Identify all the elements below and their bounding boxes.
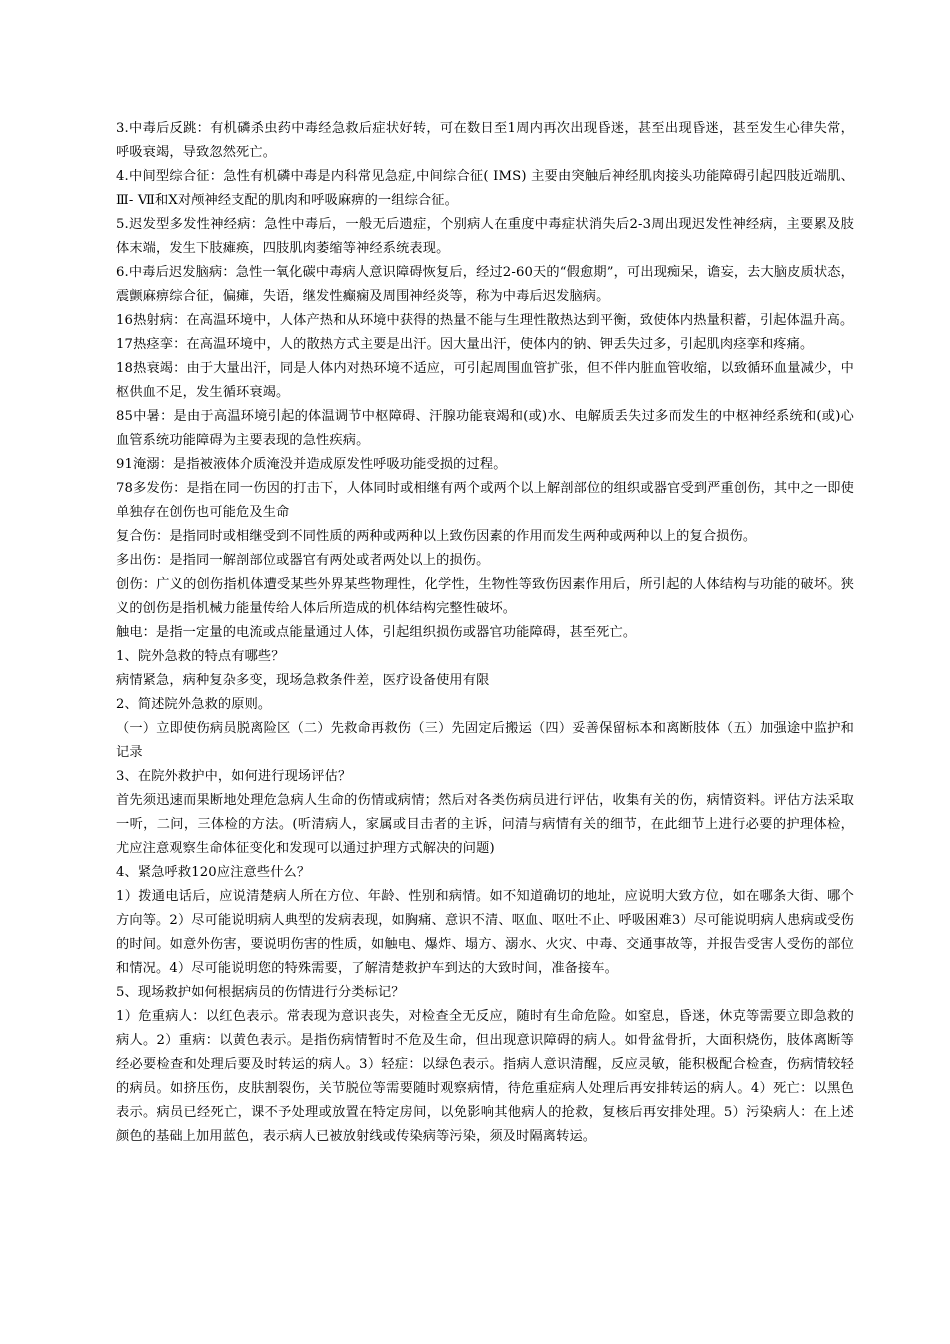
question-4: 4、紧急呼救120应注意些什么？	[116, 865, 311, 880]
paragraph-electric-shock: 触电：是指一定量的电流或点能量通过人体，引起组织损伤或器官功能障碍，甚至死亡。	[116, 625, 637, 640]
paragraph-poisoning-rebound: 3.中毒后反跳：有机磷杀虫药中毒经急救后症状好转，可在数日至1周内再次出现昏迷，甚至出现昏迷，甚至发生心律失常，呼吸衰竭，导致忽然死亡。	[116, 121, 854, 160]
paragraph-delayed-encephalopathy: 6.中毒后迟发脑病：急性一氧化碳中毒病人意识障碍恢复后，经过2-60天的“假愈期”，可出现痴呆，谵妄，去大脑皮质状态，震颤麻痹综合征，偏瘫，失语，继发性癫痫及周围神经炎等，称为中毒后迟发脑病。	[116, 265, 854, 304]
answer-1: 病情紧急，病种复杂多变，现场急救条件差，医疗设备使用有限	[116, 673, 490, 688]
answer-3: 首先须迅速而果断地处理危急病人生命的伤情或病情；然后对各类伤病员进行评估，收集有关的伤，病情资料。评估方法采取一听，二问，三体检的方法。(听清病人，家属或目击者的主诉，问清与病情有关的细节，在此细节上进行必要的护理体检，尤应注意观察生命体征变化和发现可以通过护理方式解决的问题)	[116, 793, 854, 856]
question-2: 2、简述院外急救的原则。	[116, 697, 272, 712]
paragraph-heatstroke-definition: 85中暑：是由于高温环境引起的体温调节中枢障碍、汗腺功能衰竭和(或)水、电解质丢失过多而发生的中枢神经系统和(或)心血管系统功能障碍为主要表现的急性疾病。	[116, 409, 854, 448]
paragraph-heat-exhaustion: 18热衰竭：由于大量出汗，同是人体内对热环境不适应，可引起周围血管扩张，但不伴内脏血管收缩，以致循环血量减少，中枢供血不足，发生循环衰竭。	[116, 361, 854, 400]
paragraph-intermediate-syndrome: 4.中间型综合征：急性有机磷中毒是内科常见急症,中间综合征( IMS) 主要由突触后神经肌肉接头功能障碍引起四肢近端肌、Ⅲ- Ⅶ和Ⅹ对颅神经支配的肌肉和呼吸麻痹的一组综合征。	[116, 169, 854, 208]
paragraph-trauma: 创伤：广义的创伤指机体遭受某些外界某些物理性，化学性，生物性等致伤因素作用后，所引起的人体结构与功能的破坏。狭义的创伤是指机械力能量传给人体后所造成的机体结构完整性破坏。	[116, 577, 854, 616]
paragraph-multiple-injury: 多出伤：是指同一解剖部位或器官有两处或者两处以上的损伤。	[116, 553, 490, 568]
paragraph-delayed-neuropathy: 5.迟发型多发性神经病：急性中毒后，一般无后遗症，个别病人在重度中毒症状消失后2-3周出现迟发性神经病，主要累及肢体末端，发生下肢瘫痪，四肢肌肉萎缩等神经系统表现。	[116, 217, 854, 256]
paragraph-drowning: 91淹溺：是指被液体介质淹没并造成原发性呼吸功能受损的过程。	[116, 457, 507, 472]
question-3: 3、在院外救护中，如何进行现场评估？	[116, 769, 352, 784]
question-1: 1、院外急救的特点有哪些？	[116, 649, 285, 664]
paragraph-heat-cramps: 17热痉挛：在高温环境中，人的散热方式主要是出汗。因大量出汗，使体内的钠、钾丢失过多，引起肌肉痉挛和疼痛。	[116, 337, 814, 352]
question-5: 5、现场救护如何根据病员的伤情进行分类标记？	[116, 985, 405, 1000]
paragraph-heat-stroke: 16热射病：在高温环境中，人体产热和从环境中获得的热量不能与生理性散热达到平衡，致使体内热量积蓄，引起体温升高。	[116, 313, 854, 328]
answer-4: 1）拨通电话后，应说清楚病人所在方位、年龄、性别和病情。如不知道确切的地址，应说明大致方位，如在哪条大街、哪个方向等。2）尽可能说明病人典型的发病表现，如胸痛、意识不清、呕血、呕吐不止、呼吸困难3）尽可能说明病人患病或受伤的时间。如意外伤害，要说明伤害的性质，如触电、爆炸、塌方、溺水、火灾、中毒、交通事故等，并报告受害人受伤的部位和情况。4）尽可能说明您的特殊需要，了解清楚救护车到达的大致时间，准备接车。	[116, 889, 854, 976]
answer-2: （一）立即使伤病员脱离险区（二）先救命再救伤（三）先固定后搬运（四）妥善保留标本和离断肢体（五）加强途中监护和记录	[116, 721, 854, 760]
paragraph-combined-injury: 复合伤：是指同时或相继受到不同性质的两种或两种以上致伤因素的作用而发生两种或两种以上的复合损伤。	[116, 529, 757, 544]
paragraph-multiple-trauma: 78多发伤：是指在同一伤因的打击下，人体同时或相继有两个或两个以上解剖部位的组织或器官受到严重创伤，其中之一即使单独存在创伤也可能危及生命	[116, 481, 854, 520]
answer-5: 1）危重病人：以红色表示。常表现为意识丧失，对检查全无反应，随时有生命危险。如窒息，昏迷，休克等需要立即急救的病人。2）重病：以黄色表示。是指伤病情暂时不危及生命，但出现意识障碍的病人。如骨盆骨折，大面积烧伤，肢体离断等经必要检查和处理后要及时转运的病人。3）轻症：以绿色表示。指病人意识清醒，反应灵敏，能积极配合检查，伤病情较轻的病员。如挤压伤，皮肤割裂伤，关节脱位等需要随时观察病情，待危重症病人处理后再安排转运的病人。4）死亡：以黑色表示。病员已经死亡，课不予处理或放置在特定房间，以免影响其他病人的抢救，复核后再安排处理。5）污染病人：在上述颜色的基础上加用蓝色，表示病人已被放射线或传染病等污染，须及时隔离转运。	[116, 1009, 854, 1144]
